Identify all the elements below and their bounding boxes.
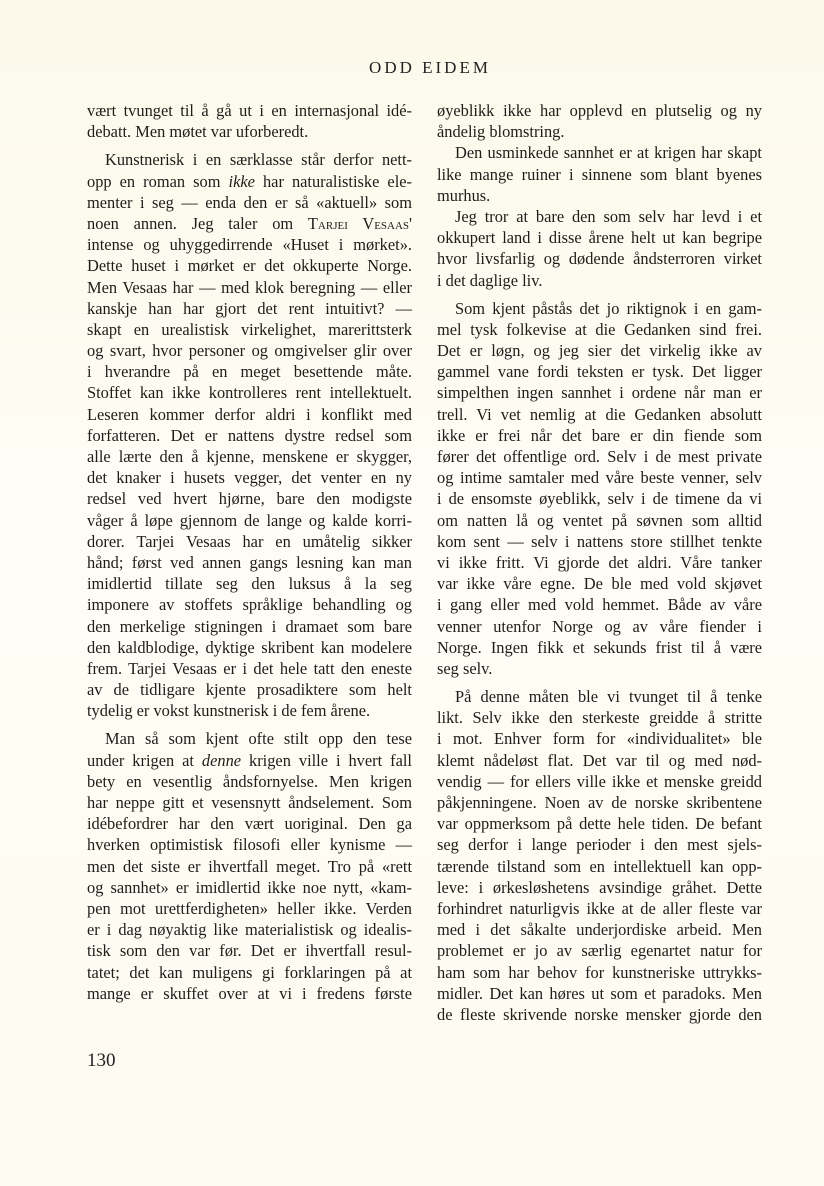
italic-emphasis: ikke — [228, 171, 255, 191]
text-line: På denne måten ble vi tvunget til å tenke — [455, 687, 762, 707]
text-line: Men Vesaas har — med klok beregning — eller — [87, 277, 412, 297]
text-line: intense og uhyggedirrende «Huset i mørket». — [87, 235, 412, 255]
paragraph-gap — [87, 721, 412, 728]
right-column — [437, 100, 762, 1025]
text-line: mel tysk folkevise at die Gedanken sind frei. — [437, 319, 762, 339]
text-line: Norge. Ingen fikk et sekunds frist til å være — [437, 637, 762, 657]
text-line: idébefordrer har den vært uoriginal. Den ga — [87, 814, 412, 834]
text-line: simpelthen ingen sannhet i ordene når man er — [437, 383, 762, 403]
text-line: seg selv. — [437, 658, 493, 678]
text-line: tatet; det kan muligens gi forklaringen på at — [87, 962, 412, 982]
text-line: det knaker i husets vegger, det venter en ny — [87, 468, 412, 488]
text-line: i hverandre på en meget besettende måte. — [87, 362, 412, 382]
paragraph-gap — [87, 142, 412, 149]
left-column — [87, 100, 412, 1004]
text-line: fører det offentlige ord. Selv i de mest private — [437, 447, 762, 466]
text-line: ikke er frei når det bare er din fiende som — [437, 425, 762, 445]
text-line: vendig — for ellers ville ikke et menske greidd — [437, 771, 762, 791]
text-line: den kaldblodige, dyktige skribent kan modelere — [87, 637, 412, 657]
text-line: debatt. Men møtet var uforberedt. — [87, 122, 309, 142]
text-line: okkupert land i disse årene helt ut kan begripe — [437, 228, 762, 248]
text-line: tisk som den var før. Det er ihvertfall resul- — [87, 941, 412, 961]
text-line: var ikke våre egne. De ble med vold skjøvet — [437, 574, 762, 594]
text-line: vi ikke fritt. Vi gjorde det aldri. Våre tanker — [437, 552, 762, 572]
text-line: og svart, hvor personer og omgivelser glir over — [87, 341, 412, 361]
text-line: påkjenningene. Noen av de norske skribentene — [437, 793, 762, 812]
text-line: de fleste skrivende norske mensker gjorde den — [437, 1004, 762, 1024]
text-line: bety en vesentlig åndsfornyelse. Men krigen — [87, 771, 412, 791]
text-line: og sannhet» er imidlertid ikke noe nytt, «kam- — [87, 877, 412, 897]
text-line: hvor livsfarlig og dødende åndsterroren virket — [437, 249, 762, 269]
text-line: Det er løgn, og jeg sier det virkelig ikke av — [437, 341, 762, 361]
text-line: like mange ruiner i sinnene som blant byenes — [437, 164, 762, 184]
text-line: redsel ved hvert hjørne, bare den modigste — [87, 489, 412, 509]
text-line: i de ensomste øyeblikk, selv i de timene da vi — [437, 489, 762, 509]
text-line: Kunstnerisk i en særklasse står derfor nett- — [105, 150, 412, 170]
text-line: venner utenfor Norge og av våre fiender i — [437, 616, 762, 636]
text-line: i det daglige liv. — [437, 270, 543, 290]
text-line: murhus. — [437, 185, 491, 205]
text-line: likt. Selv ikke den sterkeste greidde å stritte — [437, 708, 762, 728]
text-line: Den usminkede sannhet er at krigen har skapt — [455, 143, 762, 163]
text-line: åndelig blomstring. — [437, 122, 565, 142]
text-line: frem. Tarjei Vesaas er i det hele tatt den eneste — [87, 658, 412, 678]
page-number: 130 — [87, 1050, 116, 1071]
text-line: i gang eller med vold hemmet. Både av våre — [437, 595, 762, 615]
text-line: klemt nådeløst flat. Det var til og med nød- — [437, 750, 762, 770]
text-line: kanskje han har gjort det rent intuitivt? — — [87, 298, 412, 318]
text-line: midler. Det kan høres ut som et paradoks. Men — [437, 983, 762, 1003]
text-line: problemet er jo av særlig egenartet natur for — [437, 941, 762, 961]
text-line: og intime samtaler med våre beste venner, selv — [437, 468, 762, 488]
running-head: ODD EIDEM — [369, 58, 491, 77]
text-line: av de tidligare kjente prosadiktere som helt — [87, 680, 412, 700]
text-line: alle lærte den å kjenne, menskene er skygger, — [87, 447, 412, 466]
text-line: i mot. Enhver form for «individualitet» ble — [437, 729, 762, 749]
text-line: kom sent — selv i nattens store stillhet tenkte — [437, 531, 762, 551]
text-line: vært tvunget til å gå ut i en internasjonal idé- — [87, 101, 412, 120]
text-line: forfatteren. Det er nattens dystre redsel som — [87, 425, 412, 445]
text-line: skapt en urealistisk virkelighet, marerittsterk — [87, 319, 412, 339]
text-line: tydelig er vokst kunstnerisk i de fem årene. — [87, 701, 371, 721]
text-line: mange er skuffet over at vi i fredens første — [87, 983, 412, 1003]
text-line: tærende tilstand som en intellektuell kan opp- — [437, 856, 762, 876]
paragraph-gap — [437, 679, 762, 686]
text-line: Dette huset i mørket er det okkuperte Norge. — [87, 256, 412, 276]
text-line: Stoffet kan ikke kontrolleres rent intellektuelt. — [87, 383, 412, 403]
italic-emphasis: denne — [201, 750, 242, 770]
text-line: den merkelige stigningen i dramaet som bare — [87, 616, 412, 636]
text-line: hverken optimistisk filosofi eller kynisme — — [87, 835, 412, 855]
text-line: hånd; først ved annen gangs lesning kan man — [87, 552, 412, 572]
text-line: imponere av stoffets språklige behandling og — [87, 595, 412, 615]
text-line: forhindret naturligvis ikke at de aller fleste var — [437, 898, 762, 918]
text-line: øyeblikk ikke har opplevd en plutselig og ny — [437, 101, 762, 120]
text-line: var oppmerksom på dette hele tiden. De befant — [437, 814, 762, 834]
text-line: Leseren kommer derfor aldri i konflikt med — [87, 404, 412, 424]
text-line: leve: i ørkesløshetens avsindige gråhet. Dette — [437, 877, 762, 897]
text-line: dorer. Tarjei Vesaas har en umåtelig sikker — [87, 531, 412, 551]
small-caps-name: Tarjei Vesaas' — [307, 213, 412, 233]
text-line: under krigen at denne krigen ville i hvert fall — [87, 750, 412, 770]
text-line: ham som har behov for kunstneriske uttrykks- — [437, 962, 762, 982]
text-line: Som kjent påstås det jo riktignok i en gam- — [455, 298, 762, 318]
paragraph-gap — [437, 291, 762, 298]
text-line: seg derfor i lange perioder i den mest sjels- — [437, 835, 762, 855]
text-line: gammel vane fordi teksten er tysk. Det ligger — [437, 362, 762, 382]
text-line: Jeg tror at bare den som selv har levd i et — [455, 206, 762, 226]
text-line: med i det såkalte underjordiske arbeid. Men — [437, 920, 762, 940]
text-line: er i dag nøyaktig like materialistisk og idealis- — [87, 920, 412, 940]
text-line: har neppe gitt et vesensnytt åndselement. Som — [87, 793, 412, 812]
text-line: om natten lå og ventet på søvnen som alltid — [437, 510, 762, 530]
text-line: trell. Vi vet nemlig at die Gedanken absolutt — [437, 404, 762, 424]
text-line: menter i seg — enda den er så «aktuell» som — [87, 192, 412, 212]
text-line: men det siste er ihvertfall meget. Tro på «rett — [87, 856, 412, 876]
text-line: Man så som kjent ofte stilt opp den tese — [105, 729, 412, 749]
text-line: imidlertid tillate seg den luksus å la seg — [87, 574, 412, 594]
text-line: opp en roman som ikke har naturalistiske ele- — [87, 171, 412, 191]
text-line: noen annen. Jeg taler om Tarjei Vesaas' — [87, 213, 412, 233]
text-line: pen mot urettferdigheten» heller ikke. Verden — [87, 898, 412, 918]
text-line: våger å løpe gjennom de lange og kalde korri- — [87, 510, 412, 530]
